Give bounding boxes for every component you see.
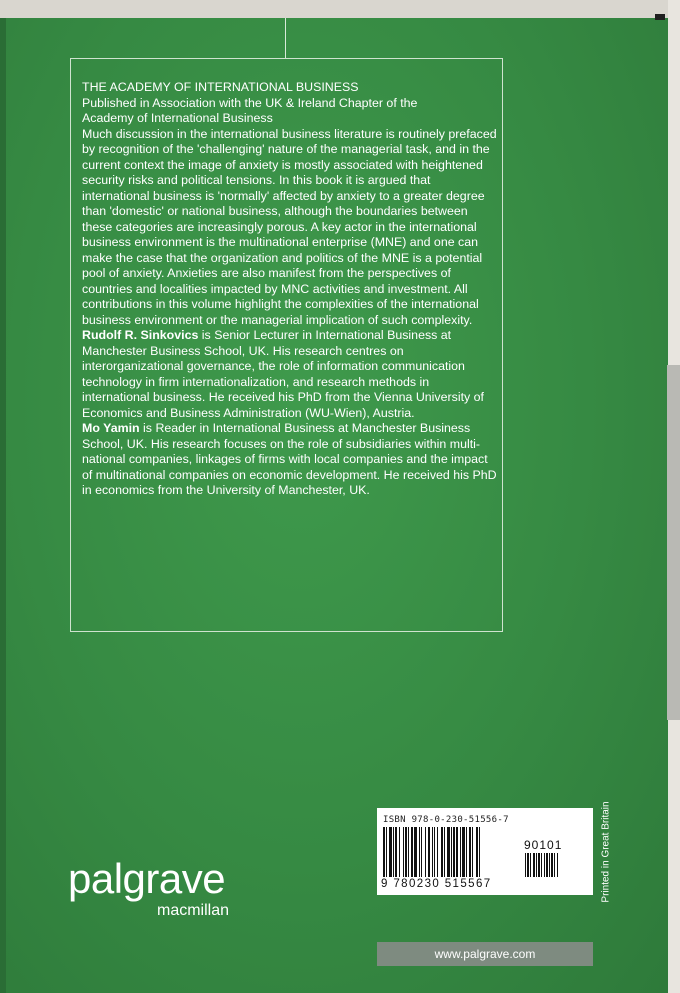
- printed-in: [596, 800, 616, 903]
- academy-subtitle-line1: Published in Association with the UK & Ireland Chapter of the: [82, 95, 418, 110]
- barcode-icon: [383, 827, 587, 879]
- barcode-digits: 9 780230 515567: [381, 878, 492, 890]
- spine-edge: [0, 0, 6, 993]
- author-name: Rudolf R. Sinkovics: [82, 328, 199, 342]
- isbn-text: ISBN 978-0-230-51556-7: [383, 815, 509, 825]
- blurb: [82, 80, 497, 499]
- palgrave-logo: [68, 855, 230, 919]
- top-strip: [0, 0, 668, 18]
- divider-line: [285, 18, 286, 58]
- price-code: 90101: [524, 838, 563, 852]
- logo-imprint: macmillan: [157, 902, 230, 919]
- book-description: Much discussion in the international business literature is routinely prefaced by recognition of the 'challenging' nature of the managerial task, and in the current context the image of anxiety is mostly associated with heightened security risks and political tensions. In this book it is argued that international business is 'normally' affected by anxiety to a greater degree than 'domestic' or national business, although the boundaries between these categories are increasingly porous. A key actor in the international business environment is the multinational enterprise (MNE) and one can make the case that the organization and politics of the MNE is a potential pool of anxiety. Anxieties are also manifest from the perspectives of countries and localities impacted by MNC activities and investment. All contributions in this volume highlight the complexities of the international business environment or the managerial implication of such complexity.: [82, 126, 497, 327]
- printed-in-text: Printed in Great Britain: [600, 800, 612, 903]
- author-name: Mo Yamin: [82, 421, 140, 435]
- author-bio-sinkovics: [82, 328, 497, 421]
- author-bio-text: is Senior Lecturer in International Business at Manchester Business School, UK. His research centres on interorganizational governance, the role of information communication technology in firm internationalization, and research methods in international business. He received his PhD from the Vienna University of Economics and Business Administration (WU-Wien), Austria.: [82, 328, 484, 420]
- corner-mark: [655, 14, 665, 20]
- barcode-label: [377, 808, 593, 895]
- author-bio-yamin: [82, 421, 497, 499]
- academy-header: [82, 80, 497, 127]
- academy-subtitle-line2: Academy of International Business: [82, 111, 273, 125]
- publisher-url: www.palgrave.com: [377, 942, 593, 966]
- academy-title: THE ACADEMY OF INTERNATIONAL BUSINESS: [82, 80, 359, 94]
- logo-wordmark: palgrave: [68, 855, 226, 902]
- page-edge-tab: [667, 365, 680, 720]
- author-bio-text: is Reader in International Business at Manchester Business School, UK. His research focuses on the role of subsidiaries within multi-national companies, linkages of firms with local companies and the impact of multinational companies on economic development. He received his PhD in economics from the University of Manchester, UK.: [82, 421, 497, 497]
